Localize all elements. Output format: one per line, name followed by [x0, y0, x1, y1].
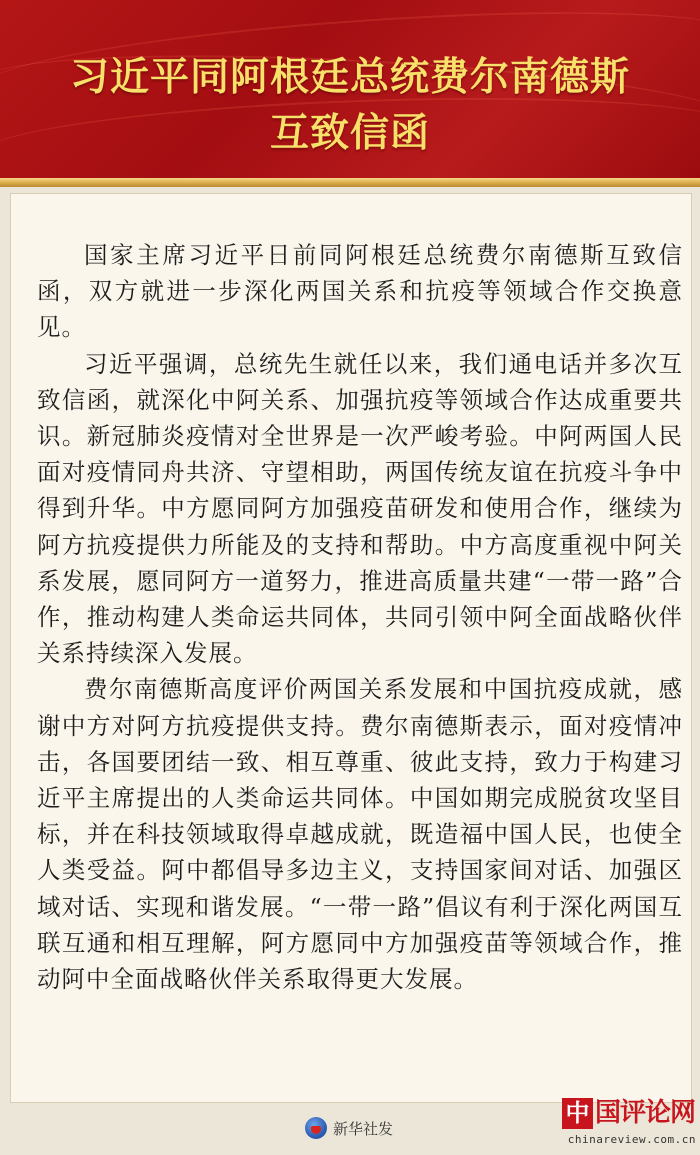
logo-url: chinareview.com.cn: [567, 1133, 696, 1146]
logo-rest-text: 国评论网: [595, 1098, 696, 1128]
header-banner: [0, 0, 700, 178]
article-paragraph: 国家主席习近平日前同阿根廷总统费尔南德斯互致信函，双方就进一步深化两国关系和抗疫等领域合作交换意见。: [37, 241, 683, 342]
headline-line-1: 习近平同阿根廷总统费尔南德斯: [69, 55, 630, 100]
logo-first-char: 中: [562, 1098, 593, 1129]
gold-divider: [0, 178, 700, 187]
article-body: [37, 237, 683, 997]
chinareview-watermark-logo: [562, 1097, 696, 1151]
xinhua-globe-icon: [305, 1117, 327, 1139]
article-paragraph: 习近平强调，总统先生就任以来，我们通电话并多次互致信函，就深化中阿关系、加强抗疫等领域合作达成重要共识。新冠肺炎疫情对全世界是一次严峻考验。中阿两国人民面对疫情同舟共济、守望相助，两国传统友谊在抗疫斗争中得到升华。中方愿同阿方加强疫苗研发和使用合作，继续为阿方抗疫提供力所能及的支持和帮助。中方高度重视中阿关系发展，愿同阿方一道努力，推进高质量共建“一带一路”合作，推动构建人类命运共同体，共同引领中阿全面战略伙伴关系持续深入发展。: [37, 349, 683, 668]
logo-wordmark: [562, 1097, 696, 1130]
source-credit: [305, 1114, 393, 1142]
headline-line-2: 互致信函: [269, 111, 430, 156]
article-paragraph: 费尔南德斯高度评价两国关系发展和中国抗疫成就，感谢中方对阿方抗疫提供支持。费尔南德斯表示，面对疫情冲击，各国要团结一致、相互尊重、彼此支持，致力于构建习近平主席提出的人类命运共同体。中国如期完成脱贫攻坚目标，并在科技领域取得卓越成就，既造福中国人民，也使全人类受益。阿中都倡导多边主义，支持国家间对话、加强区域对话、实现和谐发展。“一带一路”倡议有利于深化两国互联互通和相互理解，阿方愿同中方加强疫苗等领域合作，推动阿中全面战略伙伴关系取得更大发展。: [37, 675, 683, 994]
source-label: 新华社发: [333, 1119, 394, 1138]
